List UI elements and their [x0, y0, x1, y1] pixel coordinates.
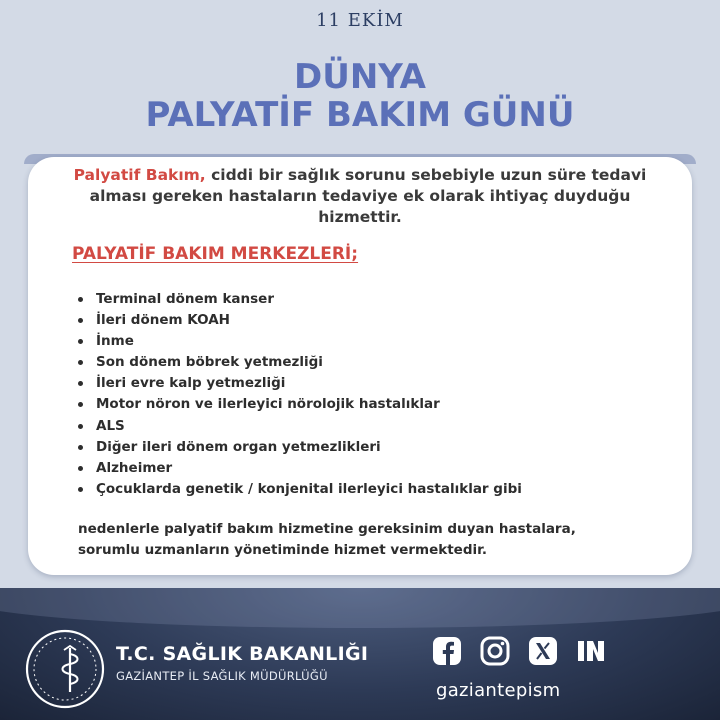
intro-highlight: Palyatif Bakım, — [73, 166, 206, 184]
list-item: İnme — [74, 331, 522, 352]
in-icon[interactable] — [574, 634, 608, 668]
social-icons — [430, 634, 608, 668]
ministry-emblem-icon — [24, 628, 106, 710]
facebook-icon[interactable] — [430, 634, 464, 668]
x-icon[interactable] — [526, 634, 560, 668]
directorate-name: GAZİANTEP İL SAĞLIK MÜDÜRLÜĞÜ — [116, 669, 328, 683]
list-item: Alzheimer — [74, 458, 522, 479]
list-item: Motor nöron ve ilerleyici nörolojik hastalıklar — [74, 394, 522, 415]
social-handle[interactable]: gaziantepism — [436, 680, 561, 701]
list-item: Diğer ileri dönem organ yetmezlikleri — [74, 437, 522, 458]
list-item: Son dönem böbrek yetmezliği — [74, 352, 522, 373]
section-heading: PALYATİF BAKIM MERKEZLERİ; — [72, 244, 359, 264]
intro-paragraph — [50, 165, 670, 228]
outro-paragraph — [78, 519, 678, 561]
footer-wave — [0, 588, 720, 628]
list-item: İleri evre kalp yetmezliği — [74, 373, 522, 394]
date-label: 11 EKİM — [316, 10, 404, 31]
page-title — [0, 58, 720, 134]
outro-line-2: sorumlu uzmanların yönetiminde hizmet vermektedir. — [78, 542, 487, 558]
list-item: Terminal dönem kanser — [74, 289, 522, 310]
outro-line-1: nedenlerle palyatif bakım hizmetine gereksinim duyan hastalara, — [78, 521, 576, 537]
ministry-name: T.C. SAĞLIK BAKANLIĞI — [116, 643, 369, 665]
title-line-1: DÜNYA — [294, 57, 426, 97]
conditions-list — [74, 289, 522, 500]
title-line-2: PALYATİF BAKIM GÜNÜ — [145, 95, 575, 135]
list-item: İleri dönem KOAH — [74, 310, 522, 331]
footer-banner — [0, 588, 720, 720]
intro-text: ciddi bir sağlık sorunu sebebiyle uzun süre tedavi alması gereken hastaların tedaviye ek olarak ihtiyaç duyduğu hizmettir. — [89, 166, 647, 226]
instagram-icon[interactable] — [478, 634, 512, 668]
list-item: Çocuklarda genetik / konjenital ilerleyici hastalıklar gibi — [74, 479, 522, 500]
list-item: ALS — [74, 416, 522, 437]
